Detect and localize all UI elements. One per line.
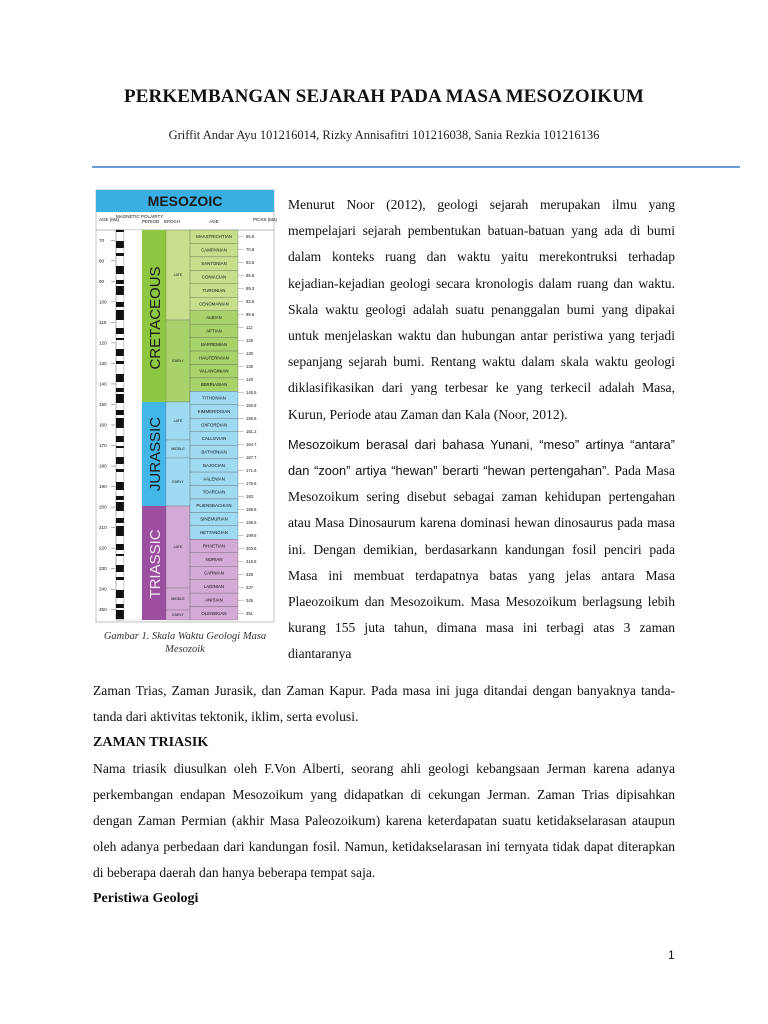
polarity-band xyxy=(116,457,124,464)
page-number: 1 xyxy=(668,948,675,962)
age-tick-label: 170 xyxy=(99,443,107,449)
pick-label: 237 xyxy=(246,584,253,590)
stage-label: PLIENSBACHIAN xyxy=(196,503,232,509)
intro-paragraph: Menurut Noor (2012), geologi sejarah merupakan ilmu yang mempelajari sejarah pembentukan batuan-batuan yang ada di bumi dalam konteks ruang dan waktu yaitu merekontruksi terhadap kejadian-kejadian geologi secara kronologis dalam ruang dan waktu. Skala waktu geologi adalah suatu penanggalan bumi yang dipakai untuk menjelaskan waktu dan hubungan antar peristiwa yang terjadi sepanjang sejarah bumi. Rentang waktu dalam skala waktu geologi diklasifikasikan dari yang terbesar ke yang terkecil adalah Masa, Kurun, Periode atau Zaman dan Kala (Noor, 2012). xyxy=(288,197,675,422)
age-tick-label: 220 xyxy=(99,545,107,551)
stage-label: APTIAN xyxy=(206,328,222,334)
page-title: PERKEMBANGAN SEJARAH PADA MASA MESOZOIKUM xyxy=(124,86,644,107)
section-heading-triasik: ZAMAN TRIASIK xyxy=(93,735,209,750)
stage-label: NORIAN xyxy=(205,556,223,562)
polarity-band xyxy=(116,482,124,490)
age-tick-label: 180 xyxy=(99,463,107,469)
pick-label: 150.8 xyxy=(246,402,257,408)
triassic-paragraph: Nama triasik diusulkan oleh F.Von Alberti, seorang ahli geologi kebangsaan Jerman karena adanya perkembangan endapan Mesozoikum yang didapatkan di cekungan Jerman. Zaman Trias dipisahkan dengan Zaman Permian (akhir Masa Paleozoikum) karena keterdapatan suatu ketidakselarasan ataupun oleh adanya perbedaan dari kandungan fosil. Namun, ketidakselarasan ini ternyata tidak dapat diterapkan di beberapa daerah dan hanya beberapa tempat saja. xyxy=(93,761,675,880)
age-tick-label: 80 xyxy=(99,258,105,264)
mesozoikum-paragraph-end: Zaman Trias, Zaman Jurasik, dan Zaman Kapur. Pada masa ini juga ditandai dengan banyaknya tanda-tanda dari aktivitas tektonik, iklim, serta evolusi. xyxy=(93,683,675,724)
col-picks-label: PICKS (Ma) xyxy=(253,217,278,222)
polarity-band xyxy=(116,394,124,403)
polarity-band xyxy=(116,241,124,248)
polarity-band xyxy=(116,604,124,608)
pick-label: 175.6 xyxy=(246,480,257,486)
pick-label: 145.5 xyxy=(246,389,257,395)
pick-label: 199.6 xyxy=(246,532,257,538)
mesozoic-time-scale-figure xyxy=(96,190,278,622)
col-age-label: AGE (Ma) xyxy=(99,217,120,222)
stage-label: SANTONIAN xyxy=(201,261,227,267)
age-tick-label: 120 xyxy=(99,340,107,346)
polarity-band xyxy=(116,338,124,340)
pick-label: 112 xyxy=(246,324,253,330)
pick-label: 183 xyxy=(246,493,253,499)
polarity-band xyxy=(116,349,124,356)
pick-label: 130 xyxy=(246,350,253,356)
period-label-triassic: TRIASSIC xyxy=(147,529,164,599)
pick-label: 93.5 xyxy=(246,298,255,304)
pick-label: 251 xyxy=(246,610,253,616)
stage-label: CENOMANIAN xyxy=(199,301,229,307)
epoch-label: EARLY xyxy=(172,480,184,485)
polarity-band xyxy=(116,565,124,572)
pick-label: 189.6 xyxy=(246,506,257,512)
polarity-band xyxy=(116,410,124,415)
stage-label: CAMPANIAN xyxy=(201,247,227,253)
mesozoikum-description: Pada Masa Mesozoikum sering disebut sebagai zaman kehidupan pertengahan atau Masa Dinosaurum karena dominasi hewan dinosaurus pada masa ini. Dengan demikian, berdasarkann kandungan fosil penciri pada Masa ini membuat terdapatnya batas yang jelas antara Masa Plaeozoikum dan Mesozoikum. Masa Mesozoikum berlagsung lebih kurang 155 juta tahun, dimana masa ini terbagi atas 3 zaman diantaranya xyxy=(288,463,675,662)
pick-label: 245 xyxy=(246,597,253,603)
age-tick-label: 200 xyxy=(99,504,107,510)
pick-label: 136 xyxy=(246,363,253,369)
stage-label: TURONIAN xyxy=(202,288,226,294)
stage-label: CONIACIAN xyxy=(201,274,227,280)
pick-label: 140 xyxy=(246,376,253,382)
col-period-label: PERIOD xyxy=(142,219,160,224)
col-stage-label: AGE xyxy=(209,219,219,224)
stage-label: ANISIAN xyxy=(205,597,223,603)
stage-label: OLENEKIAN xyxy=(201,610,227,616)
pick-label: 164.7 xyxy=(246,441,257,447)
col-epoch-label: EPOCH xyxy=(164,219,181,224)
pick-label: 99.6 xyxy=(246,311,255,317)
figure-header: MESOZOIC xyxy=(147,193,223,209)
stage-label: CARNIAN xyxy=(204,570,224,576)
stage-label: BAJOCIAN xyxy=(203,462,225,468)
age-tick-label: 150 xyxy=(99,401,107,407)
pick-label: 125 xyxy=(246,337,253,343)
polarity-band xyxy=(116,374,124,382)
pick-label: 171.6 xyxy=(246,467,257,473)
polarity-band xyxy=(116,544,124,550)
period-label-cretaceous: CRETACEOUS xyxy=(147,266,164,370)
epoch-label: LATE xyxy=(173,545,183,550)
stage-label: TITHONIAN xyxy=(202,395,226,401)
stage-label: BARREMIAN xyxy=(200,341,228,347)
epoch-label: MIDDLE xyxy=(171,597,185,602)
polarity-band xyxy=(116,554,124,556)
stage-label: HAUTERIVIAN xyxy=(199,355,229,361)
polarity-band xyxy=(116,253,124,256)
header-divider xyxy=(92,166,740,168)
polarity-band xyxy=(116,328,124,334)
pick-label: 167.7 xyxy=(246,454,257,460)
stage-label: BATHONIAN xyxy=(201,449,227,455)
stage-label: SINEMURIAN xyxy=(200,516,228,522)
age-tick-label: 110 xyxy=(99,319,107,325)
figure-caption: Gambar 1. Skala Waktu Geologi Masa Mesozoik xyxy=(103,631,267,655)
pick-label: 155.6 xyxy=(246,415,257,421)
stage-label: AALENIAN xyxy=(203,476,225,482)
pick-label: 203.6 xyxy=(246,545,257,551)
pick-label: 196.5 xyxy=(246,519,257,525)
stage-label: OXFORDIAN xyxy=(200,422,228,428)
stage-label: ALBIAN xyxy=(206,314,222,320)
pick-label: 83.5 xyxy=(246,259,255,265)
polarity-band xyxy=(116,266,124,274)
epoch-label: EARLY xyxy=(172,613,184,618)
epoch-label: LATE xyxy=(173,419,183,424)
subheading-peristiwa-geologi: Peristiwa Geologi xyxy=(93,891,199,906)
polarity-band xyxy=(116,286,124,295)
polarity-band xyxy=(116,518,124,523)
stage-label: BERRIASIAN xyxy=(200,382,228,388)
polarity-band xyxy=(116,526,124,536)
age-tick-label: 100 xyxy=(99,299,107,305)
mesozoikum-definition: Mesozoikum berasal dari bahasa Yunani, “meso” artinya “antara” dan “zoon” artiya “hewan” berarti “hewan pertengahan”. xyxy=(288,436,675,479)
age-tick-label: 140 xyxy=(99,381,107,387)
intro-column xyxy=(288,192,675,672)
polarity-band xyxy=(116,388,124,392)
age-tick-label: 70 xyxy=(99,237,105,243)
polarity-band xyxy=(116,446,124,448)
age-tick-label: 90 xyxy=(99,278,105,284)
pick-label: 228 xyxy=(246,571,253,577)
stage-label: HETTANGIAN xyxy=(200,530,228,536)
polarity-band xyxy=(116,577,124,580)
polarity-band xyxy=(116,230,124,232)
polarity-band xyxy=(116,280,124,284)
stage-label: RHAETIAN xyxy=(202,543,226,549)
pick-label: 65.5 xyxy=(246,233,255,239)
polarity-band xyxy=(116,590,124,598)
age-tick-label: 190 xyxy=(99,484,107,490)
polarity-band xyxy=(116,436,124,442)
epoch-label: MIDDLE xyxy=(171,447,185,452)
age-tick-label: 250 xyxy=(99,607,107,613)
epoch-label: LATE xyxy=(173,273,183,278)
polarity-band xyxy=(116,496,124,500)
age-tick-label: 130 xyxy=(99,360,107,366)
polarity-band xyxy=(116,418,124,428)
age-tick-label: 240 xyxy=(99,586,107,592)
mesozoikum-paragraph xyxy=(288,432,675,668)
polarity-band xyxy=(116,610,124,619)
pick-label: 85.8 xyxy=(246,272,255,278)
stage-label: KIMMERIDGIAN xyxy=(197,409,231,415)
stage-label: VALANGINIAN xyxy=(199,368,229,374)
age-tick-label: 210 xyxy=(99,525,107,531)
age-tick-label: 160 xyxy=(99,422,107,428)
age-tick-label: 230 xyxy=(99,566,107,572)
polarity-band xyxy=(116,469,124,472)
polarity-band xyxy=(116,302,124,307)
authors-line: Griffit Andar Ayu 101216014, Rizky Annisafitri 101216038, Sania Rezkia 101216136 xyxy=(168,128,600,142)
epoch-label: EARLY xyxy=(172,359,184,364)
polarity-band xyxy=(116,310,124,320)
stage-label: CALLOVIAN xyxy=(201,435,227,441)
pick-label: 70.6 xyxy=(246,246,255,252)
pick-label: 161.2 xyxy=(246,428,257,434)
period-label-jurassic: JURASSIC xyxy=(147,416,164,492)
polarity-band xyxy=(116,361,124,364)
polarity-chrons-column xyxy=(124,230,142,620)
stage-label: TOARCIAN xyxy=(202,489,226,495)
pick-label: 89.3 xyxy=(246,285,255,291)
stage-label: LADINIAN xyxy=(203,583,225,589)
stage-label: MAASTRICHTIAN xyxy=(196,234,232,240)
polarity-band xyxy=(116,502,124,511)
pick-label: 216.5 xyxy=(246,558,257,564)
full-width-body xyxy=(93,678,675,912)
col-polarity-label: MAGNETIC POLARITY xyxy=(116,214,164,219)
